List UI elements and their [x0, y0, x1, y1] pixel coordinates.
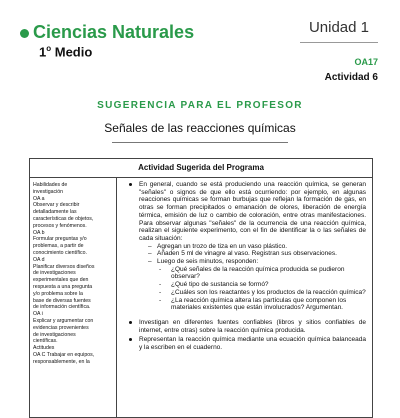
unit-divider: [300, 42, 378, 43]
skills-line: características de objetos,: [33, 215, 94, 222]
skills-line: procesos y fenómenos.: [33, 222, 87, 229]
skills-line: investigación: [33, 188, 63, 195]
skills-line: base de diversas fuentes: [33, 297, 91, 304]
activity-column: [118, 178, 372, 417]
skills-line: problemas, a partir de: [33, 243, 84, 250]
bullet-paragraph: En general, cuando se está produciendo una reacción química, se generan "señales" o signos de que ello está ocurriendo: por ejemplo, en algunas reacciones químicas se forman burbujas que reflejan la formación de gas, en otras se forman precipitados o emanación de olores, liberación de energía térmica, emisión de luz o cambio de coloración, entre otras manifestaciones. Para observar algunas "señales" de la ocurrencia de una reacción química, realizan el siguiente experimento, con el fin de identificar la o las señales de cada situación:: [139, 181, 366, 242]
grade-label: [39, 44, 92, 59]
skills-line: responsablemente, en la: [33, 358, 90, 365]
question-item: - ¿La reacción química altera las partículas que componen los materiales existentes que están involucrados? Argumentan.: [157, 297, 366, 312]
step-item: – Agregan un trozo de tiza en un vaso plástico.: [148, 243, 366, 251]
bullet-paragraph: Investigan en diferentes fuentes confiables (libros y sitios confiables de internet, entre otras) sobre la reacción química producida.: [139, 318, 366, 334]
oa-code: OA17: [354, 57, 378, 67]
header-bullet-icon: [20, 29, 29, 38]
step-item: – Luego de seis minutos, responden:: [148, 258, 366, 266]
bullet-icon: [129, 183, 132, 186]
table-heading: Actividad Sugerida del Programa: [30, 159, 372, 178]
skills-line: OA b: [33, 229, 45, 236]
activity-label: Actividad 6: [324, 72, 378, 83]
activity-table: [29, 158, 373, 418]
bullet-icon: [129, 321, 132, 324]
skills-line: respuesta a una pregunta: [33, 283, 93, 290]
skills-line: evidencias provenientes: [33, 324, 89, 331]
skills-line: OA C Trabajar en equipos,: [33, 351, 95, 358]
skills-line: experimentales que den: [33, 277, 89, 284]
grade-superscript: o: [46, 44, 52, 53]
steps-list: [139, 243, 366, 312]
title-underline: [112, 142, 288, 143]
activity-bullet: [126, 181, 366, 312]
activity-bullet: [126, 319, 366, 334]
skills-line: conocimiento científico.: [33, 249, 87, 256]
skills-line: Habilidades de: [33, 182, 68, 188]
skills-line: Planificar diversos diseños: [33, 263, 95, 270]
bullet-paragraph: Representan la reacción química mediante una ecuación química balanceada y la escriben en el cuaderno.: [139, 336, 366, 352]
step-item: – Añaden 5 ml de vinagre al vaso. Registran sus observaciones.: [148, 250, 366, 258]
unit-label: Unidad 1: [308, 19, 369, 36]
suggestion-heading: SUGERENCIA PARA EL PROFESOR: [97, 100, 303, 111]
skills-line: OA a: [33, 195, 45, 202]
question-item: - ¿Cuáles son los reactantes y los productos de la reacción química?: [157, 289, 366, 297]
skills-line: OA i: [33, 311, 43, 318]
grade-level: Medio: [54, 44, 93, 60]
question-item: - ¿Qué señales de la reacción química producida se pudieron observar?: [157, 266, 366, 281]
skills-column: [30, 178, 117, 417]
grade-number: 1: [39, 44, 47, 60]
question-item: - ¿Qué tipo de sustancia se formó?: [157, 281, 366, 289]
skills-line: de investigaciones: [33, 331, 76, 338]
activity-bullet: [126, 336, 366, 351]
subject-title: Ciencias Naturales: [33, 22, 195, 42]
skills-line: Explicar y argumentar con: [33, 317, 94, 324]
skills-line: y/o problema sobre la: [33, 290, 83, 297]
skills-line: Actitudes: [33, 345, 55, 352]
page-title: Señales de las reacciones químicas: [104, 121, 296, 135]
skills-line: detalladamente las: [33, 209, 77, 216]
skills-line: de investigaciones: [33, 270, 76, 277]
skills-line: científicas.: [33, 338, 58, 345]
skills-line: OA d: [33, 256, 45, 263]
skills-line: Formular preguntas y/o: [33, 236, 87, 243]
skills-line: Observar y describir: [33, 202, 80, 209]
skills-line: de información científica.: [33, 304, 91, 311]
bullet-icon: [129, 338, 132, 341]
